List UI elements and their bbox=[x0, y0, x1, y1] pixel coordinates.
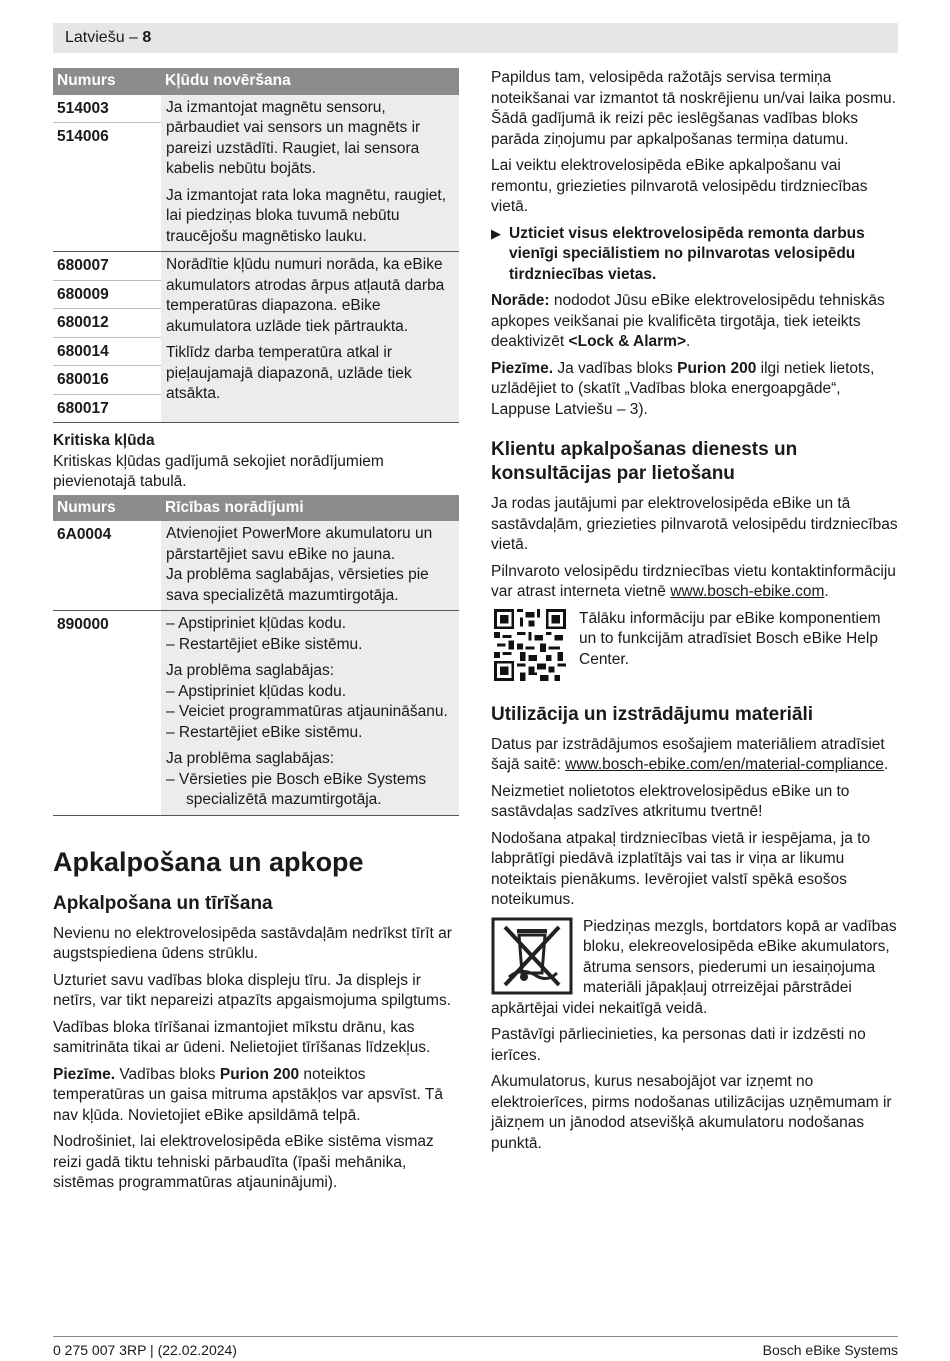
paragraph: Pastāvīgi pārliecinieties, ka personas dati ir izdzēsti no ierīces. bbox=[491, 1026, 866, 1064]
table-row bbox=[53, 611, 459, 816]
action-step: – Apstipriniet kļūdas kodu. bbox=[166, 682, 347, 700]
error-code: 680014 bbox=[53, 338, 161, 367]
bullet-item: ▶ Uzticiet visus elektrovelosipēda remonta darbus vienīgi speciālistiem no pilnvarotas velosipēdu tirdzniecības vietas. bbox=[491, 224, 898, 286]
action-subheading: Ja problēma saglabājas: bbox=[166, 662, 335, 679]
error-code: 514003 bbox=[53, 95, 161, 124]
section-title-disposal: Utilizācija un izstrādājumu materiāli bbox=[491, 703, 814, 725]
header-language: Latviešu bbox=[65, 29, 125, 46]
action-step: – Restartējiet eBike sistēmu. bbox=[166, 723, 363, 741]
critical-error-heading: Kritiska kļūda bbox=[53, 432, 155, 449]
error-code: 6A0004 bbox=[53, 521, 161, 549]
help-center-block bbox=[491, 609, 898, 681]
section-subtitle-cleaning: Apkalpošana un tīrīšana bbox=[53, 892, 273, 914]
error-code: 680016 bbox=[53, 366, 161, 395]
error-code: 890000 bbox=[53, 611, 161, 639]
table-header-number: Numurs bbox=[53, 495, 161, 522]
disposal-text: Piedziņas mezgls, bortdators kopā ar vadības bloku, elekreovelosipēda eBike akumulators, ātruma sensors, piederumi un iesaiņojuma materiāli jāpakļauj otrreizējai pārstrādei apkārtējai videi nekaitīgā veidā. bbox=[491, 917, 897, 1017]
action-subheading: Ja problēma saglabājas: bbox=[166, 750, 335, 767]
critical-error-table bbox=[53, 495, 459, 816]
page-header bbox=[53, 23, 898, 53]
right-column bbox=[491, 68, 898, 1160]
help-center-text: Tālāku informāciju par eBike komponentiem un to funkcijām atradīsiet Bosch eBike Help Center. bbox=[579, 609, 881, 668]
action-step: – Apstipriniet kļūdas kodu. bbox=[166, 615, 347, 632]
section-title-service: Apkalpošana un apkope bbox=[53, 846, 364, 877]
table-header-actions: Rīcības norādījumi bbox=[161, 495, 459, 522]
paragraph: Papildus tam, velosipēda ražotājs servisa termiņa noteikšanai var izmantot tā noskrējienu un/vai laika posmu. Šādā gadījumā ik reizi pēc ieslēgšanas vadības bloks parāda ziņojumu par apkalpošanas termiņa datumu. bbox=[491, 69, 896, 148]
table-header-number: Numurs bbox=[53, 68, 161, 95]
note-paragraph: Norāde: nododot Jūsu eBike elektrovelosipēdu tehniskās apkopes veikšanai pie kvalificēta tirgotāja, tiek ieteikts deaktivizēt <Lock & Alarm>. bbox=[491, 292, 885, 350]
triangle-bullet-icon: ▶ bbox=[491, 225, 501, 241]
page-number: 8 bbox=[142, 29, 152, 46]
paragraph: Uzturiet savu vadības bloka displeju tīru. Ja displejs ir netīrs, var tikt nepareizi atpazīts apgaismojuma spilgtums. bbox=[53, 971, 452, 1009]
table-row bbox=[53, 521, 459, 611]
table-row bbox=[53, 95, 459, 252]
table-row bbox=[53, 252, 459, 423]
paragraph: Datus par izstrādājumos esošajiem materiāliem atradīsiet šajā saitē: www.bosch-ebike.com/en/material-compliance. bbox=[491, 735, 889, 773]
document-number: 0 275 007 3RP | (22.02.2024) bbox=[53, 1342, 237, 1358]
action-text: Atvienojiet PowerMore akumulatoru un pārstartējiet savu eBike no jauna. bbox=[166, 525, 433, 563]
note-paragraph: Piezīme. Ja vadības bloks Purion 200 ilgi netiek lietots, uzlādējiet to (skatīt „Vadības bloka energoapgāde“, Lappuse Latviešu – 3). bbox=[491, 359, 875, 418]
paragraph: Nodošana atpakaļ tirdzniecības vietā ir iespējama, ja to labprātīgi piedāvā izplatītājs vai tas ir viņa ar likumu noteiktais pienākums. Ievērojiet valstī spēkā esošos noteikumus. bbox=[491, 829, 871, 908]
paragraph: Ja rodas jautājumi par elektrovelosipēda eBike un tā sastāvdaļām, griezieties pilnvarotā velosipēdu tirdzniecības vietā. bbox=[491, 495, 898, 553]
error-troubleshooting-table bbox=[53, 68, 459, 423]
fix-text: Ja izmantojat rata loka magnētu, raugiet, lai piedziņas bloka tuvumā nebūtu traucējošu magnētisko lauku. bbox=[166, 186, 447, 245]
error-code: 680009 bbox=[53, 281, 161, 310]
error-code: 680007 bbox=[53, 252, 161, 281]
section-title-customer-service: Klientu apkalpošanas dienests un konsultācijas par lietošanu bbox=[491, 439, 798, 484]
paragraph: Nevienu no elektrovelosipēda sastāvdaļām nedrīkst tīrīt ar augstspiediena ūdens strūklu. bbox=[53, 924, 452, 962]
critical-error-intro: Kritiskas kļūdas gadījumā sekojiet norādījumiem pievienotajā tabulā. bbox=[53, 452, 384, 490]
fix-text: Ja izmantojat magnētu sensoru, pārbaudiet vai sensors un magnēts ir pareizi uzstādīti. Raugiet, lai sensora kabelis nebūtu bojāts. bbox=[166, 98, 421, 177]
paragraph: Nodrošiniet, lai elektrovelosipēda eBike sistēma vismaz reizi gadā tiktu tehniski pārbaudīta (īpaši mehānika, sistēmas programmatūras atjauninājumi). bbox=[53, 1133, 434, 1191]
paragraph: Akumulatorus, kurus nesabojājot var izņemt no elektroierīces, pirms nodošanas utilizācijas uzņēmumam ir jāizņem un jānodod atsevišķā akumulatoru nodošanas punktā. bbox=[491, 1073, 892, 1152]
left-column bbox=[53, 68, 459, 1200]
material-compliance-link[interactable]: www.bosch-ebike.com/en/material-compliance bbox=[565, 756, 884, 773]
action-step: – Restartējiet eBike sistēmu. bbox=[166, 635, 363, 653]
fix-text: Norādītie kļūdu numuri norāda, ka eBike akumulators atrodas ārpus atļautā darba temperatūras diapazona. eBike akumulatora uzlāde tiek pārtraukta. bbox=[166, 256, 445, 335]
fix-text: Tiklīdz darba temperatūra atkal ir pieļaujamajā diapazonā, uzlāde tiek atsākta. bbox=[166, 344, 412, 402]
action-text: Ja problēma saglabājas, vērsieties pie sava specializētā mazumtirgotāja. bbox=[166, 566, 429, 604]
error-code: 680017 bbox=[53, 395, 161, 423]
paragraph: Pilnvaroto velosipēdu tirdzniecības vietu kontaktinformāciju var atrast interneta vietnē www.bosch-ebike.com. bbox=[491, 562, 896, 600]
paragraph: Vadības bloka tīrīšanai izmantojiet mīkstu drānu, kas samitrināta tikai ar ūdeni. Nelietojiet tīrīšanas līdzekļus. bbox=[53, 1018, 431, 1056]
error-code: 680012 bbox=[53, 309, 161, 338]
header-separator: – bbox=[129, 29, 138, 46]
table-header-fix: Kļūdu novēršana bbox=[161, 68, 459, 95]
paragraph: Neizmetiet nolietotos elektrovelosipēdus eBike un to sastāvdaļas sadzīves atkritumu tvertnē! bbox=[491, 782, 850, 820]
disposal-block bbox=[491, 917, 898, 1020]
action-step: – Veiciet programmatūras atjaunināšanu. bbox=[166, 703, 448, 720]
qr-code-icon[interactable] bbox=[491, 609, 569, 681]
note-paragraph: Piezīme. Vadības bloks Purion 200 noteiktos temperatūras un gaisa mitruma apstākļos var apsvīst. Tā nav kļūda. Novietojiet eBike apsildāmā telpā. bbox=[53, 1065, 443, 1124]
crossed-out-wheelie-bin-icon bbox=[491, 917, 573, 995]
action-step: – Vērsieties pie Bosch eBike Systems specializētā mazumtirgotāja. bbox=[166, 770, 427, 808]
publisher: Bosch eBike Systems bbox=[762, 1342, 898, 1358]
error-code: 514006 bbox=[53, 123, 161, 151]
paragraph: Lai veiktu elektrovelosipēda eBike apkalpošanu vai remontu, griezieties pilnvarotā velosipēdu tirdzniecības vietā. bbox=[491, 157, 868, 215]
bosch-ebike-link[interactable]: www.bosch-ebike.com bbox=[670, 583, 825, 600]
